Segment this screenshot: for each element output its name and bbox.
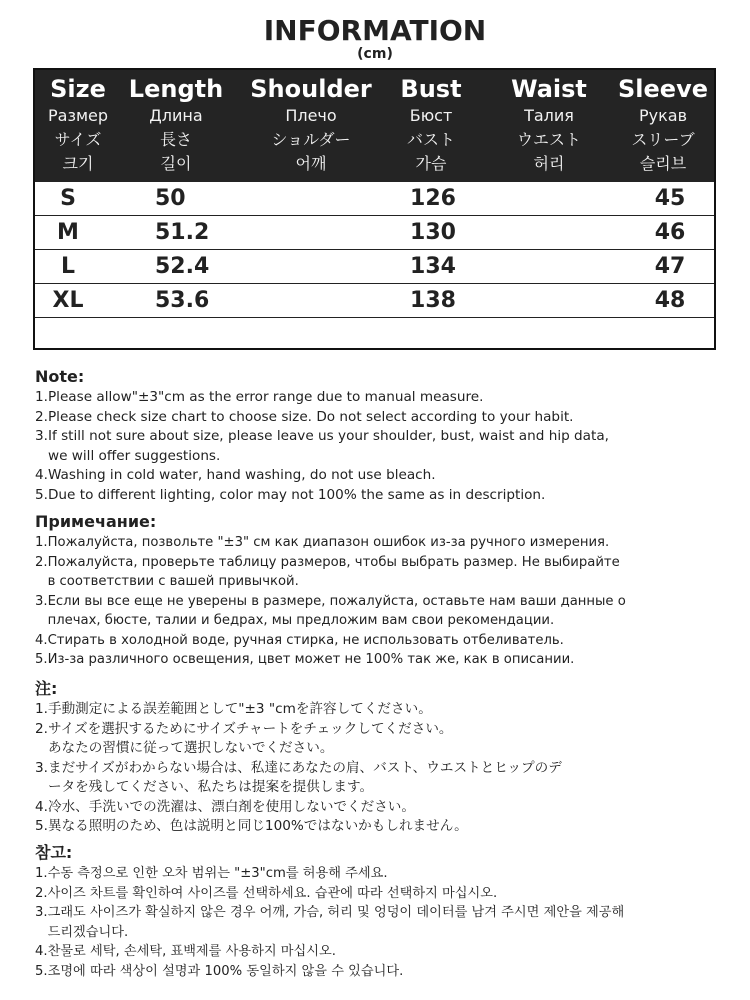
notes-english <box>35 366 735 505</box>
note-item: 4.冷水、手洗いでの洗濯は、漂白剤を使用しないでください。 <box>35 798 415 815</box>
cell-bust: 134 <box>410 254 456 279</box>
notes-english-heading: Note: <box>35 367 85 386</box>
note-item: 1.수동 측정으로 인한 오차 범위는 "±3"cm를 허용해 주세요. <box>35 866 388 881</box>
cell-size: S <box>60 186 76 211</box>
cell-sleeve: 47 <box>654 254 686 279</box>
table-row <box>35 182 714 216</box>
cell-length: 51.2 <box>155 220 210 245</box>
table-row <box>35 250 714 284</box>
note-item: 2.Пожалуйста, проверьте таблицу размеров, чтобы выбрать размер. Не выбирайте в соответствии с вашей привычкой. <box>35 554 620 589</box>
header-waist-en: Waist <box>511 75 587 103</box>
header-shoulder-ja: ショルダー <box>271 130 351 149</box>
header-bust-ko: 가슴 <box>415 154 447 173</box>
note-item: 4.Washing in cold water, hand washing, do not use bleach. <box>35 467 436 483</box>
cell-waist <box>525 250 585 283</box>
cell-sleeve: 46 <box>654 220 686 245</box>
header-size-en: Size <box>50 75 106 103</box>
note-item: 4.Стирать в холодной воде, ручная стирка, не использовать отбеливатель. <box>35 632 564 648</box>
header-sleeve-en: Sleeve <box>618 75 708 103</box>
header-length <box>121 74 231 176</box>
cell-sleeve: 45 <box>654 186 686 211</box>
cell-length: 52.4 <box>155 254 210 279</box>
table-row <box>35 284 714 318</box>
notes-russian-heading: Примечание: <box>35 512 157 531</box>
cell-bust: 126 <box>410 186 456 211</box>
cell-waist <box>525 182 585 215</box>
header-waist <box>493 74 605 176</box>
table-header <box>35 70 714 182</box>
header-size <box>35 74 121 176</box>
header-bust-ja: バスト <box>406 130 455 149</box>
note-item: 5.異なる照明のため、色は説明と同じ100%ではないかもしれません。 <box>35 818 468 834</box>
header-waist-ko: 허리 <box>533 154 565 173</box>
notes-russian <box>35 511 735 670</box>
header-waist-ru: Талия <box>524 106 574 125</box>
header-sleeve-ko: 슬리브 <box>639 154 687 173</box>
cell-size: L <box>60 254 76 279</box>
note-item: 1.手動測定による誤差範囲として"±3 "cmを許容してください。 <box>35 701 432 717</box>
note-item: 1.Пожалуйста, позвольте "±3" см как диапазон ошибок из-за ручного измерения. <box>35 535 610 550</box>
header-size-ja: サイズ <box>54 130 102 149</box>
header-bust-ru: Бюст <box>409 106 453 125</box>
note-item: 5.조명에 따라 색상이 설명과 100% 동일하지 않을 수 있습니다. <box>35 963 404 979</box>
cell-shoulder <box>285 216 345 249</box>
header-size-ko: 크기 <box>62 154 94 173</box>
table-row-empty <box>35 318 714 352</box>
cell-sleeve: 48 <box>654 288 686 313</box>
note-item: 5.Из-за различного освещения, цвет может не 100% так же, как в описании. <box>35 652 575 667</box>
note-item: 3.그래도 사이즈가 확실하지 않은 경우 어깨, 가슴, 허리 및 엉덩이 데이터를 남겨 주시면 제안을 제공해 드리겠습니다. <box>35 905 625 940</box>
header-shoulder-en: Shoulder <box>250 75 372 103</box>
note-item: 4.찬물로 세탁, 손세탁, 표백제를 사용하지 마십시오. <box>35 944 336 959</box>
note-item: 3.If still not sure about size, please leave us your shoulder, bust, waist and hip data, we will offer suggestions. <box>35 428 609 464</box>
header-sleeve-ja: スリーブ <box>631 130 695 149</box>
cell-bust: 130 <box>410 220 456 245</box>
header-bust <box>381 74 481 176</box>
cell-bust: 138 <box>410 288 456 313</box>
cell-shoulder <box>285 284 345 317</box>
header-sleeve <box>615 74 711 176</box>
cell-size: XL <box>52 288 84 313</box>
header-length-ko: 길이 <box>160 154 192 173</box>
cell-waist <box>525 284 585 317</box>
notes-japanese <box>35 678 735 837</box>
header-shoulder-ru: Плечо <box>285 106 337 125</box>
header-shoulder-ko: 어깨 <box>295 154 327 173</box>
header-length-ru: Длина <box>149 106 203 125</box>
table-row <box>35 216 714 250</box>
header-length-ja: 長さ <box>159 130 192 149</box>
cell-length: 53.6 <box>155 288 210 313</box>
cell-size: M <box>57 220 79 245</box>
note-item: 2.Please check size chart to choose size. Do not select according to your habit. <box>35 408 574 425</box>
header-shoulder <box>243 74 379 176</box>
size-chart-table <box>33 68 716 350</box>
unit-label: (cm) <box>357 46 393 62</box>
note-item: 1.Please allow"±3"cm as the error range due to manual measure. <box>35 389 484 405</box>
page-title: INFORMATION <box>263 14 487 47</box>
note-item: 2.사이즈 차트를 확인하여 사이즈를 선택하세요. 습관에 따라 선택하지 마십시오. <box>35 885 498 901</box>
cell-waist <box>525 216 585 249</box>
header-sleeve-ru: Рукав <box>638 106 687 125</box>
header-size-ru: Размер <box>47 106 109 125</box>
cell-shoulder <box>285 250 345 283</box>
note-item: 5.Due to different lighting, color may not 100% the same as in description. <box>35 486 546 503</box>
header-bust-en: Bust <box>400 75 462 103</box>
note-item: 2.サイズを選択するためにサイズチャートをチェックしてください。 あなたの習慣に従って選択しないでください。 <box>35 720 453 756</box>
header-waist-ja: ウエスト <box>516 130 581 149</box>
note-item: 3.Если вы все еще не уверены в размере, пожалуйста, оставьте нам ваши данные о плечах, бюсте, талии и бедрах, мы предложим вам свои рекомендации. <box>35 593 626 628</box>
notes-japanese-heading: 注: <box>35 679 58 698</box>
notes-korean <box>35 842 735 981</box>
note-item: 3.まだサイズがわからない場合は、私達にあなたの肩、バスト、ウエストとヒップのデ ータを残してください、私たちは提案を提供します。 <box>35 759 562 795</box>
notes-korean-heading: 참고: <box>35 843 73 862</box>
cell-shoulder <box>285 182 345 215</box>
cell-length: 50 <box>155 186 186 211</box>
header-length-en: Length <box>128 75 224 103</box>
